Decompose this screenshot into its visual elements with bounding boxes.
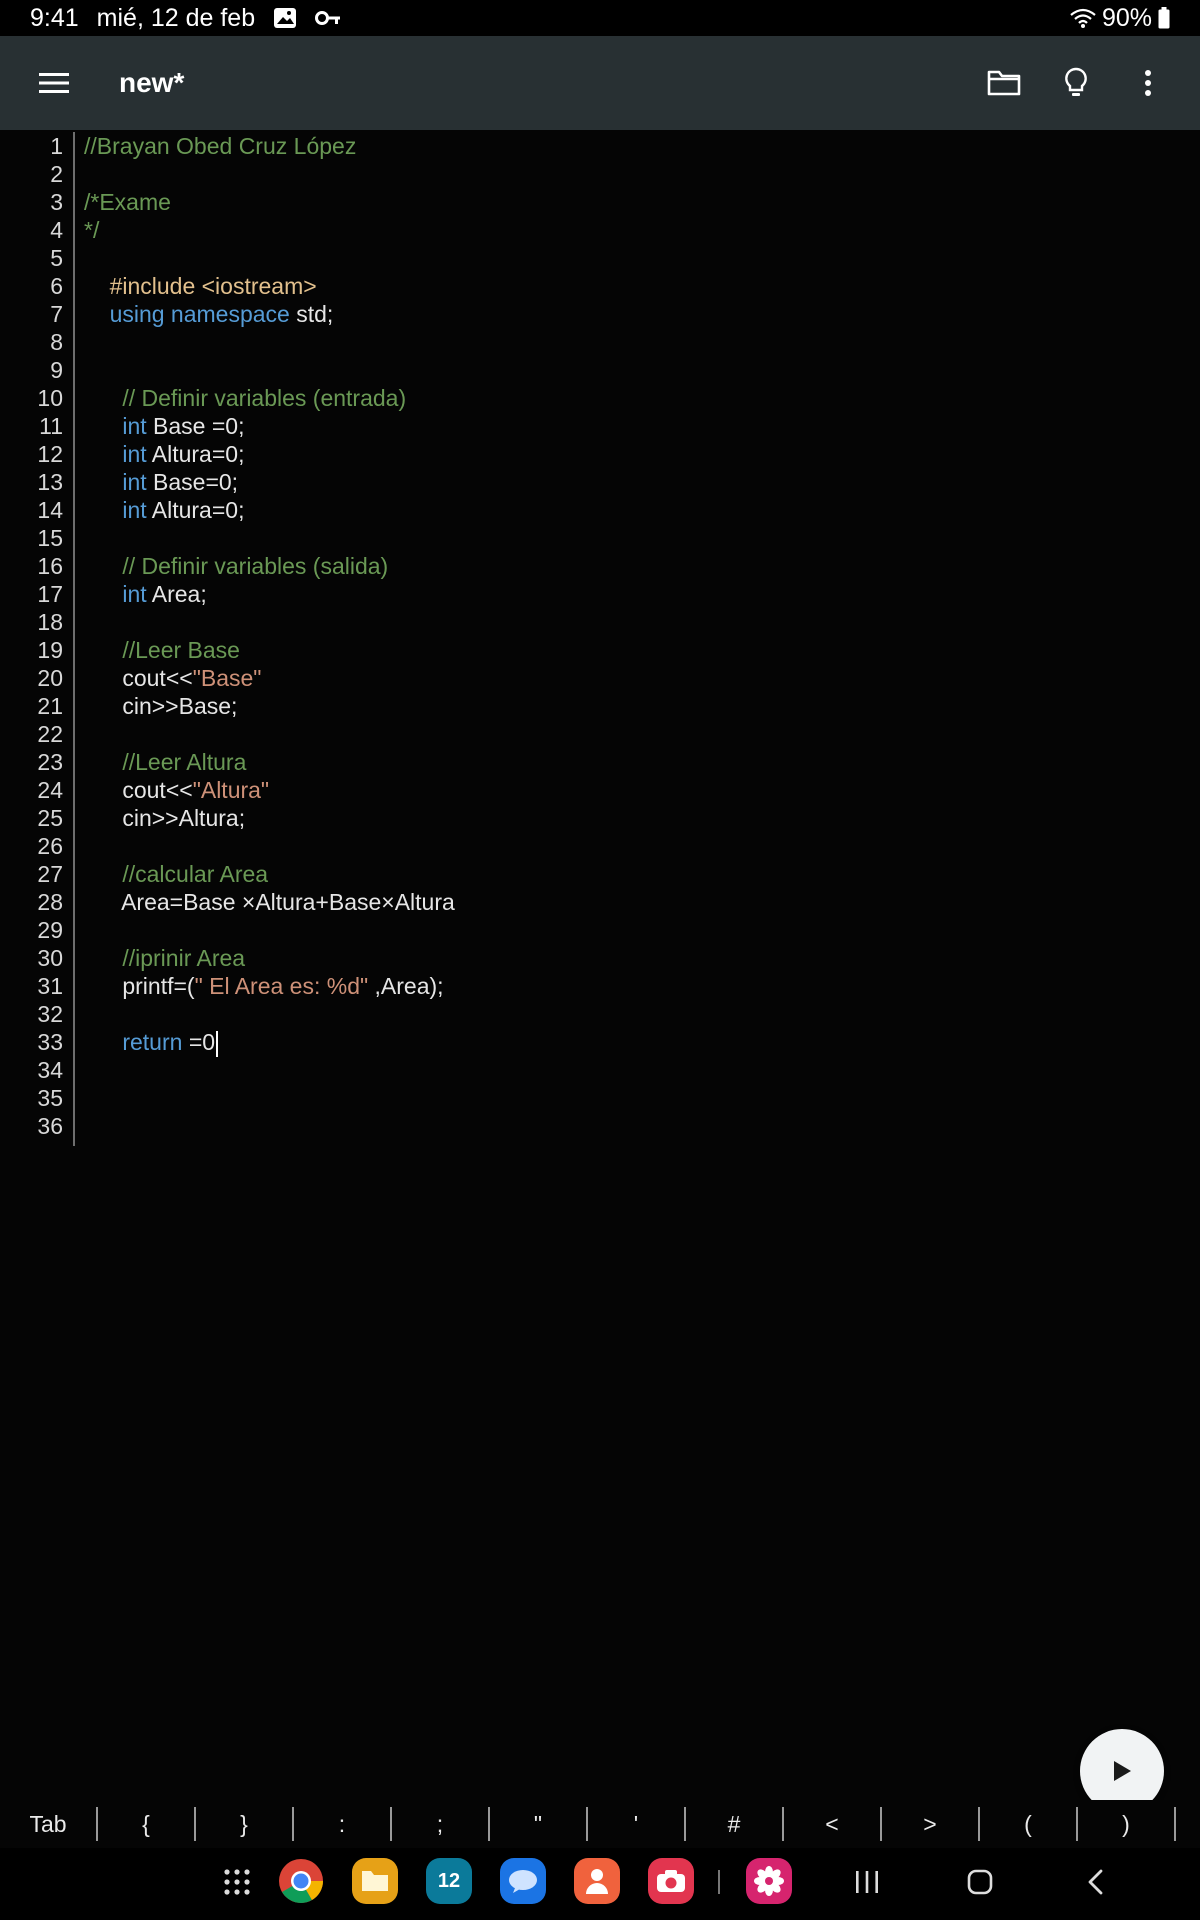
line-number: 36 — [37, 1113, 63, 1139]
code-line[interactable] — [0, 636, 1200, 664]
code-line[interactable] — [0, 860, 1200, 888]
code-line[interactable] — [0, 1084, 1200, 1112]
code-token-plain: cout<< — [84, 777, 193, 803]
symbol-key[interactable]: " — [490, 1807, 588, 1841]
line-number: 27 — [37, 861, 63, 887]
code-token-plain — [84, 441, 122, 467]
code-token-plain: ,Area); — [368, 973, 444, 999]
battery-icon — [1158, 7, 1170, 29]
code-token-plain: cout<< — [84, 665, 193, 691]
more-options-button[interactable] — [1112, 47, 1184, 119]
code-line[interactable] — [0, 888, 1200, 916]
messages-app[interactable] — [500, 1858, 546, 1904]
code-line[interactable] — [0, 664, 1200, 692]
line-code — [84, 384, 406, 412]
file-title: new* — [119, 67, 185, 98]
code-token-plain: cin>>Base; — [84, 693, 238, 719]
code-line[interactable] — [0, 608, 1200, 636]
line-number: 31 — [37, 973, 63, 999]
recents-icon — [854, 1870, 880, 1894]
battery-percent: 90% — [1101, 3, 1152, 32]
code-token-plain: =0 — [182, 1029, 216, 1055]
calendar-app[interactable] — [426, 1858, 472, 1904]
code-token-keyword: using namespace — [109, 301, 290, 327]
wifi-icon — [1070, 7, 1096, 29]
gallery-notification-icon — [273, 7, 297, 29]
code-token-plain — [84, 749, 122, 775]
line-code — [84, 300, 333, 328]
app-actions — [968, 47, 1184, 119]
code-token-plain: Area; — [146, 581, 207, 607]
menu-button[interactable] — [27, 56, 81, 110]
code-line[interactable] — [0, 720, 1200, 748]
line-code — [84, 440, 244, 468]
line-number: 34 — [37, 1057, 63, 1083]
status-bar — [0, 0, 1200, 36]
code-line[interactable] — [0, 244, 1200, 272]
code-line[interactable] — [0, 496, 1200, 524]
line-code — [84, 216, 99, 244]
line-number: 10 — [37, 385, 63, 411]
play-icon — [1111, 1759, 1133, 1783]
code-token-plain: Altura=0; — [146, 441, 245, 467]
code-token-plain — [84, 273, 110, 299]
more-vert-icon — [1144, 69, 1152, 97]
symbol-key[interactable]: : — [294, 1807, 392, 1841]
code-line[interactable] — [0, 524, 1200, 552]
line-code — [84, 944, 245, 972]
status-right — [1070, 4, 1170, 33]
line-code — [84, 496, 244, 524]
symbol-key[interactable]: ( — [980, 1807, 1078, 1841]
chrome-app[interactable] — [278, 1858, 324, 1904]
line-code — [84, 636, 240, 664]
code-token-plain: Base =0; — [146, 413, 245, 439]
line-number: 4 — [50, 217, 63, 243]
chrome-icon — [278, 1858, 324, 1904]
line-code — [84, 1028, 218, 1057]
code-line[interactable] — [0, 776, 1200, 804]
code-line[interactable] — [0, 440, 1200, 468]
code-line[interactable] — [0, 1000, 1200, 1028]
code-line[interactable] — [0, 216, 1200, 244]
lightbulb-icon — [1064, 67, 1088, 99]
contacts-app[interactable] — [574, 1858, 620, 1904]
code-token-plain: Base=0; — [146, 469, 239, 495]
symbol-key[interactable]: Tab — [0, 1807, 98, 1841]
code-token-string: "Altura" — [192, 777, 270, 803]
code-line[interactable] — [0, 944, 1200, 972]
line-number: 14 — [37, 497, 63, 523]
line-code — [84, 552, 388, 580]
symbol-key[interactable]: ) — [1078, 1807, 1176, 1841]
line-number: 6 — [50, 273, 63, 299]
code-line[interactable] — [0, 692, 1200, 720]
code-token-comment: //Leer Altura — [122, 749, 247, 775]
line-code — [84, 804, 245, 832]
code-token-plain — [84, 385, 122, 411]
code-line[interactable] — [0, 972, 1200, 1000]
line-number: 3 — [50, 189, 63, 215]
open-folder-button[interactable] — [968, 47, 1040, 119]
code-line[interactable] — [0, 916, 1200, 944]
code-line[interactable] — [0, 356, 1200, 384]
line-number: 33 — [37, 1029, 63, 1055]
line-number: 24 — [37, 777, 63, 803]
back-button[interactable] — [1070, 1860, 1120, 1904]
line-number: 19 — [37, 637, 63, 663]
code-token-keyword: int — [122, 497, 147, 523]
line-number: 9 — [50, 357, 63, 383]
navigation-bar — [0, 1848, 1200, 1920]
line-number: 21 — [37, 693, 63, 719]
code-token-plain — [84, 497, 122, 523]
text-cursor — [216, 1031, 218, 1057]
calendar-day-label: 12 — [437, 1869, 461, 1892]
line-number: 28 — [37, 889, 63, 915]
symbol-key[interactable]: # — [686, 1807, 784, 1841]
line-code — [84, 188, 171, 216]
symbol-bar — [0, 1800, 1200, 1848]
camera-app[interactable] — [648, 1858, 694, 1904]
code-token-plain: Altura=0; — [146, 497, 245, 523]
code-token-plain — [84, 861, 122, 887]
tips-button[interactable] — [1040, 47, 1112, 119]
line-code — [84, 412, 244, 440]
code-line[interactable] — [0, 132, 1200, 160]
line-code — [84, 748, 246, 776]
symbol-key[interactable]: { — [98, 1807, 196, 1841]
code-line[interactable] — [0, 412, 1200, 440]
code-line[interactable] — [0, 272, 1200, 300]
code-line[interactable] — [0, 468, 1200, 496]
line-number: 11 — [39, 413, 63, 439]
code-line[interactable] — [0, 160, 1200, 188]
code-token-plain: printf=( — [84, 973, 195, 999]
code-line[interactable] — [0, 300, 1200, 328]
code-token-comment: //iprinir Area — [122, 945, 246, 971]
line-number: 18 — [37, 609, 63, 635]
line-code — [84, 132, 356, 160]
line-code — [84, 860, 268, 888]
app-grid-icon — [223, 1868, 251, 1896]
line-number: 17 — [37, 581, 63, 607]
line-number: 16 — [37, 553, 63, 579]
line-number: 5 — [50, 245, 63, 271]
line-number: 13 — [37, 469, 63, 495]
line-code — [84, 972, 444, 1000]
code-token-comment: */ — [84, 217, 100, 243]
code-line[interactable] — [0, 188, 1200, 216]
code-token-plain: Area=Base ×Altura+Base×Altura — [84, 889, 455, 915]
symbol-key[interactable]: ; — [392, 1807, 490, 1841]
files-app[interactable] — [352, 1858, 398, 1904]
line-number: 15 — [37, 525, 63, 551]
line-number: 30 — [37, 945, 63, 971]
camera-icon — [656, 1869, 686, 1893]
line-code — [84, 776, 269, 804]
folder-icon — [987, 69, 1021, 97]
code-line[interactable] — [0, 1112, 1200, 1140]
line-number: 12 — [37, 441, 63, 467]
line-number: 23 — [37, 749, 63, 775]
code-token-preproc: #include <iostream> — [109, 273, 317, 299]
code-token-comment: /*Exame — [84, 189, 171, 215]
code-line[interactable] — [0, 1028, 1200, 1056]
line-code — [84, 692, 237, 720]
line-code — [84, 888, 455, 916]
symbol-key[interactable]: > — [882, 1807, 980, 1841]
line-number: 1 — [50, 133, 63, 159]
code-token-plain — [84, 945, 122, 971]
code-token-plain — [84, 637, 122, 663]
code-line[interactable] — [0, 552, 1200, 580]
back-icon — [1086, 1869, 1104, 1895]
app-bar — [0, 36, 1200, 130]
code-token-comment: // Definir variables (salida) — [122, 553, 389, 579]
code-token-keyword: return — [122, 1029, 183, 1055]
code-token-plain — [84, 301, 110, 327]
home-icon — [967, 1869, 993, 1895]
code-line[interactable] — [0, 748, 1200, 776]
line-number: 25 — [37, 805, 63, 831]
line-code — [84, 468, 238, 496]
line-number: 20 — [37, 665, 63, 691]
contacts-icon — [584, 1867, 610, 1895]
gallery-app[interactable] — [746, 1858, 792, 1904]
code-token-plain — [84, 581, 122, 607]
line-code — [84, 272, 317, 300]
symbol-key[interactable]: < — [784, 1807, 882, 1841]
code-token-plain — [84, 553, 122, 579]
line-number: 32 — [37, 1001, 63, 1027]
code-line[interactable] — [0, 1056, 1200, 1084]
line-number: 26 — [37, 833, 63, 859]
line-number: 2 — [50, 161, 63, 187]
code-token-keyword: int — [122, 581, 147, 607]
vpn-key-icon — [315, 10, 341, 26]
code-token-comment: //Leer Base — [122, 637, 240, 663]
code-line[interactable] — [0, 804, 1200, 832]
code-editor[interactable] — [0, 132, 1200, 1146]
code-token-keyword: int — [122, 441, 147, 467]
messages-icon — [507, 1868, 539, 1894]
recent-apps-button[interactable] — [842, 1860, 892, 1904]
my-files-icon — [361, 1869, 389, 1893]
code-line[interactable] — [0, 384, 1200, 412]
code-token-string: " El Area es: %d" — [194, 973, 369, 999]
code-token-plain — [84, 413, 122, 439]
code-line[interactable] — [0, 580, 1200, 608]
code-token-keyword: int — [122, 413, 147, 439]
code-token-comment: //calcular Area — [122, 861, 269, 887]
line-number: 29 — [37, 917, 63, 943]
code-token-string: "Base" — [192, 665, 262, 691]
dock-divider — [718, 1870, 720, 1894]
code-token-comment: //Brayan Obed Cruz López — [84, 133, 357, 159]
app-drawer-button[interactable] — [212, 1860, 262, 1904]
code-token-plain — [84, 469, 122, 495]
code-token-plain: cin>>Altura; — [84, 805, 246, 831]
line-code — [84, 580, 207, 608]
line-number: 22 — [37, 721, 63, 747]
code-line[interactable] — [0, 328, 1200, 356]
code-token-comment: // Definir variables (entrada) — [122, 385, 407, 411]
code-token-plain — [84, 1029, 122, 1055]
status-left — [30, 4, 341, 33]
code-token-keyword: int — [122, 469, 147, 495]
line-code — [84, 664, 261, 692]
code-token-plain: std; — [289, 301, 334, 327]
line-number: 35 — [37, 1085, 63, 1111]
line-number: 8 — [50, 329, 63, 355]
symbol-key[interactable]: ' — [588, 1807, 686, 1841]
home-button[interactable] — [955, 1860, 1005, 1904]
hamburger-menu-icon — [39, 72, 69, 94]
status-time: 9:41 — [30, 3, 79, 32]
line-number: 7 — [50, 301, 63, 327]
symbol-key[interactable]: } — [196, 1807, 294, 1841]
code-line[interactable] — [0, 832, 1200, 860]
gallery-flower-icon — [753, 1865, 785, 1897]
status-date: mié, 12 de feb — [96, 3, 256, 32]
